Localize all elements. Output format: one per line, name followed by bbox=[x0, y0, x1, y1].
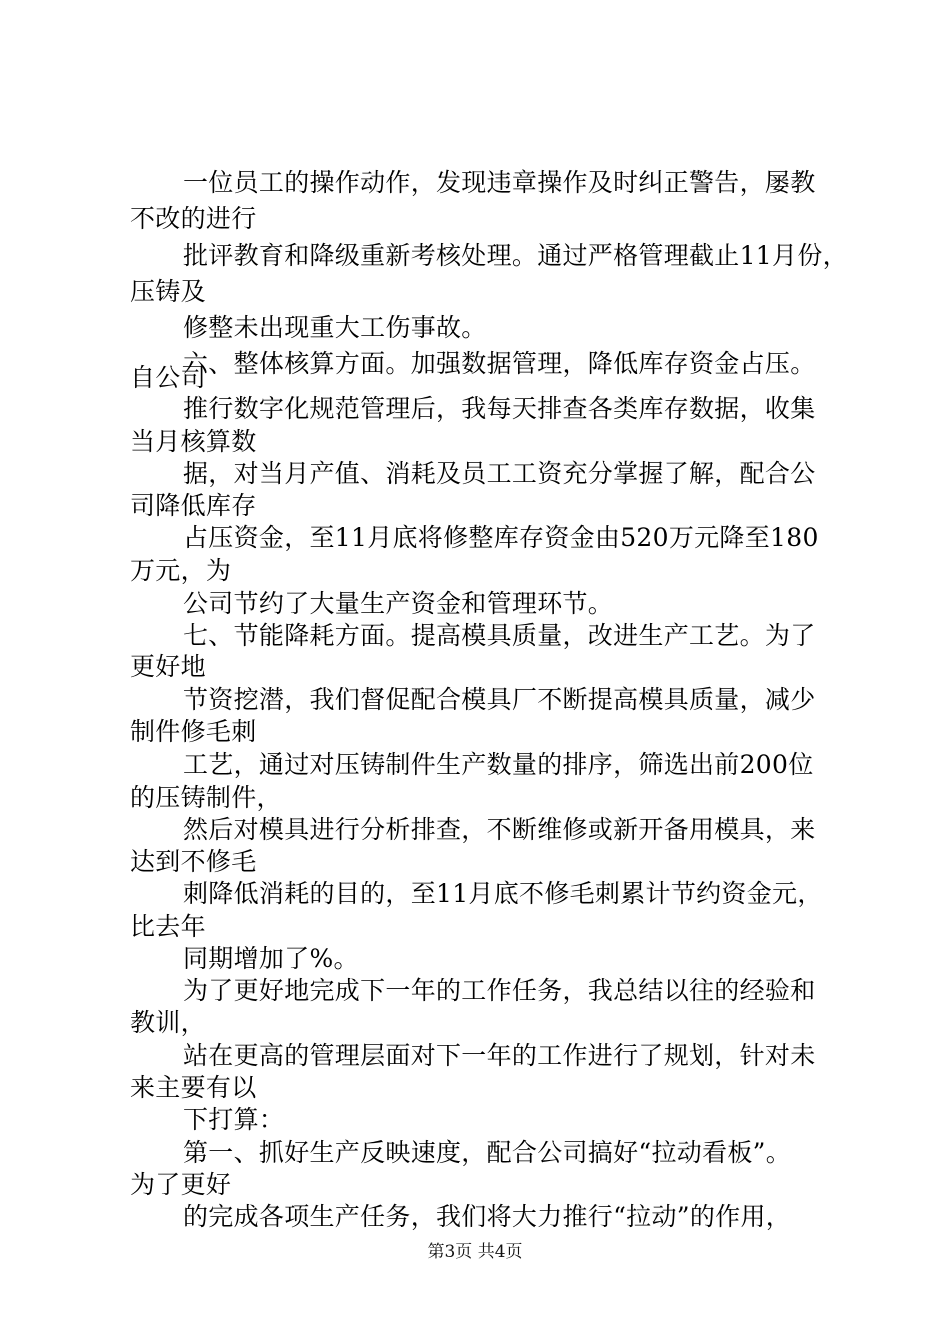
text-line: 的完成各项生产任务，我们将大力推行“拉动”的作用， bbox=[183, 1202, 792, 1231]
text-line: 当月核算数 bbox=[130, 427, 257, 456]
text-line: 据，对当月产值、消耗及员工工资充分掌握了解，配合公 bbox=[183, 459, 816, 488]
text-line: 节资挖潜，我们督促配合模具厂不断提高模具质量，减少 bbox=[183, 685, 816, 714]
text-line: 下打算： bbox=[183, 1105, 285, 1134]
text-line: 教训， bbox=[130, 1008, 206, 1037]
text-line: 司降低库存 bbox=[130, 491, 257, 520]
text-line: 然后对模具进行分析排查，不断维修或新开备用模具，来 bbox=[183, 815, 816, 844]
text-line: 万元，为 bbox=[130, 556, 232, 585]
text-line: 不改的进行 bbox=[130, 204, 257, 233]
text-line: 批评教育和降级重新考核处理。通过严格管理截止11月份， bbox=[183, 241, 848, 270]
text-line: 推行数字化规范管理后，我每天排查各类库存数据，收集 bbox=[183, 394, 816, 423]
text-line: 同期增加了%。 bbox=[183, 944, 359, 973]
text-line: 工艺，通过对压铸制件生产数量的排序，筛选出前200位 bbox=[183, 750, 814, 779]
text-line: 一位员工的操作动作，发现违章操作及时纠正警告，屡教 bbox=[183, 168, 816, 197]
text-line: 七、节能降耗方面。提高模具质量，改进生产工艺。为了 bbox=[183, 621, 816, 650]
text-line: 为了更好地完成下一年的工作任务，我总结以往的经验和 bbox=[183, 976, 816, 1005]
text-line: 公司节约了大量生产资金和管理环节。 bbox=[183, 589, 614, 618]
text-line: 的压铸制件， bbox=[130, 783, 282, 812]
page-number-footer: 第3页 共4页 bbox=[427, 1242, 523, 1262]
text-line: 来主要有以 bbox=[130, 1073, 257, 1102]
text-line: 压铸及 bbox=[130, 277, 206, 306]
text-line: 自公司 bbox=[130, 363, 206, 392]
text-line: 六、整体核算方面。加强数据管理，降低库存资金占压。 bbox=[183, 349, 816, 378]
text-line: 修整未出现重大工伤事故。 bbox=[183, 313, 487, 342]
text-line: 更好地 bbox=[130, 652, 206, 681]
text-line: 占压资金，至11月底将修整库存资金由520万元降至180 bbox=[183, 523, 819, 552]
text-line: 为了更好 bbox=[130, 1170, 232, 1199]
text-line: 达到不修毛 bbox=[130, 847, 257, 876]
text-line: 刺降低消耗的目的，至11月底不修毛刺累计节约资金元， bbox=[183, 879, 823, 908]
text-line: 比去年 bbox=[130, 912, 206, 941]
text-line: 第一、抓好生产反映速度，配合公司搞好“拉动看板”。 bbox=[183, 1138, 792, 1167]
text-line: 站在更高的管理层面对下一年的工作进行了规划，针对未 bbox=[183, 1041, 816, 1070]
text-line: 制件修毛刺 bbox=[130, 717, 257, 746]
